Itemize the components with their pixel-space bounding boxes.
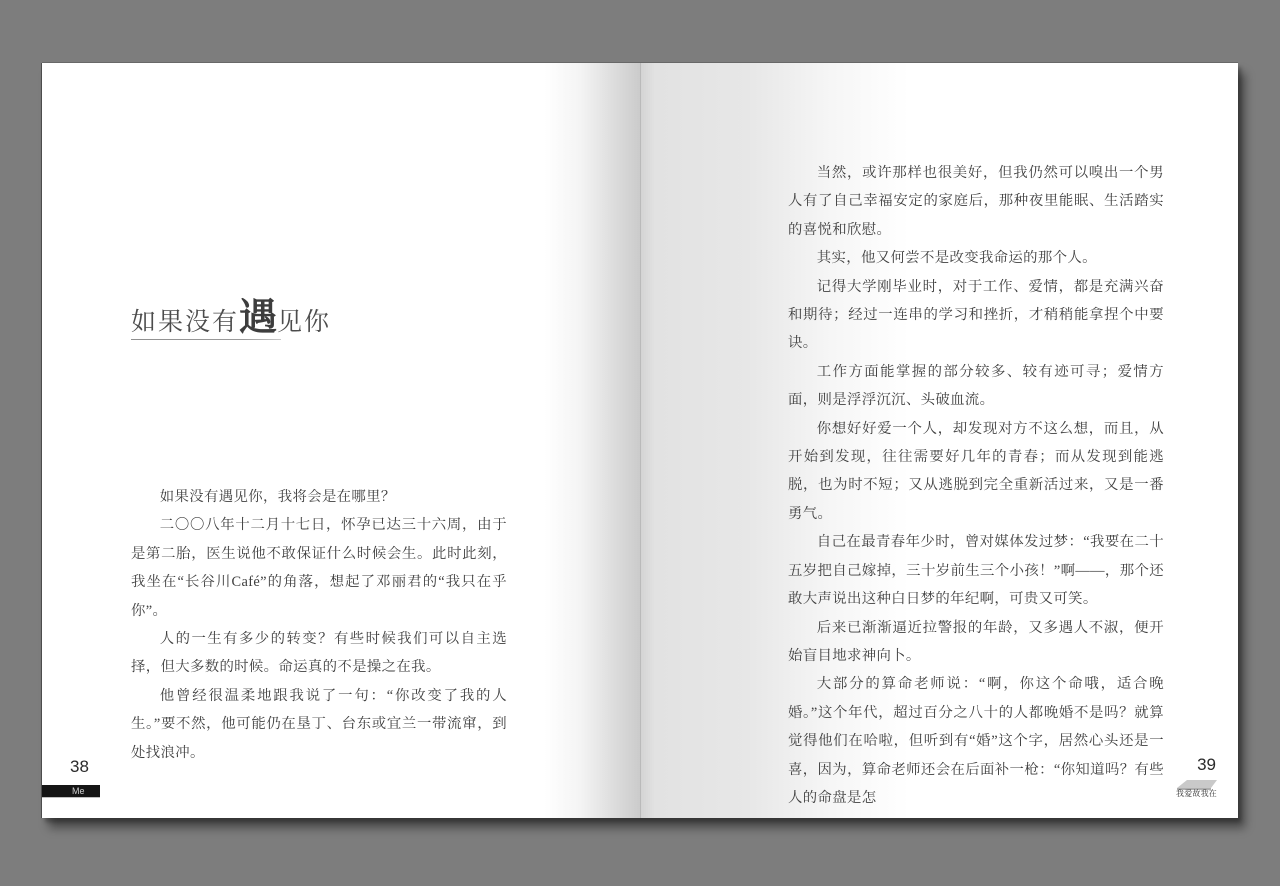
- page-right: [640, 63, 1238, 818]
- page-left: [42, 63, 640, 818]
- series-tab-label: Me: [72, 786, 85, 796]
- left-body-text: [131, 483, 507, 767]
- paragraph: 人的一生有多少的转变？有些时候我们可以自主选择，但大多数的时候。命运真的不是操之在我。: [131, 631, 507, 676]
- paragraph: 如果没有遇见你，我将会是在哪里？: [159, 489, 396, 505]
- paragraph: 你想好好爱一个人，却发现对方不这么想，而且，从开始到发现，往往需要好几年的青春；而从发现到能逃脱，也为时不短；又从逃脱到完全重新活过来，又是一番勇气。: [788, 420, 1164, 522]
- page-number-left: 38: [70, 757, 89, 776]
- paragraph: 二〇〇八年十二月十七日，怀孕已达三十六周，由于是第二胎，医生说他不敢保证什么时候会生。此时此刻，我坐在“长谷川Café”的角落，想起了邓丽君的“我只在乎你”。: [131, 517, 507, 619]
- paragraph: 其实，他又何尝不是改变我命运的那个人。: [816, 250, 1097, 267]
- imprint-label: 我爱故我在: [1176, 789, 1217, 798]
- chapter-title-pre: 如果没有: [131, 309, 240, 336]
- ribbon-icon: [1177, 777, 1217, 787]
- paragraph: 自己在最青春年少时，曾对媒体发过梦：“我要在二十五岁把自己嫁掉，三十岁前生三个小孩！”啊——，那个还敢大声说出这种白日梦的年纪啊，可贵又可笑。: [788, 534, 1164, 608]
- paragraph: 他曾经很温柔地跟我说了一句：“你改变了我的人生。”要不然，他可能仍在垦丁、台东或宜兰一带流窜，到处找浪冲。: [131, 687, 507, 761]
- series-tab: [42, 785, 100, 797]
- chapter-title: [131, 295, 331, 349]
- paragraph: 工作方面能掌握的部分较多、较有迹可寻；爱情方面，则是浮浮沉沉、头破血流。: [788, 363, 1164, 409]
- right-body-text: [788, 159, 1164, 812]
- chapter-title-post: 见你: [277, 309, 332, 336]
- paragraph: 大部分的算命老师说：“啊，你这个命哦，适合晚婚。”这个年代，超过百分之八十的人都晚婚不是吗？就算觉得他们在哈啦，但听到有“婚”这个字，居然心头还是一喜，因为，算命老师还会在后面补一枪：“你知道吗？有些人的命盘是怎: [788, 676, 1164, 806]
- book-spread: [42, 63, 1238, 818]
- title-underline: [131, 339, 281, 340]
- chapter-title-emphasis: 遇: [239, 297, 278, 339]
- paragraph: 后来已渐渐逼近拉警报的年龄，又多遇人不淑，便开始盲目地求神向卜。: [788, 619, 1164, 664]
- paragraph: 当然，或许那样也很美好，但我仍然可以嗅出一个男人有了自己幸福安定的家庭后，那种夜里能眠、生活踏实的喜悦和欣慰。: [788, 165, 1164, 238]
- paragraph: 记得大学刚毕业时，对于工作、爱情，都是充满兴奋和期待；经过一连串的学习和挫折，才稍稍能拿捏个中要诀。: [788, 278, 1164, 352]
- page-number-right: 39: [1197, 755, 1216, 774]
